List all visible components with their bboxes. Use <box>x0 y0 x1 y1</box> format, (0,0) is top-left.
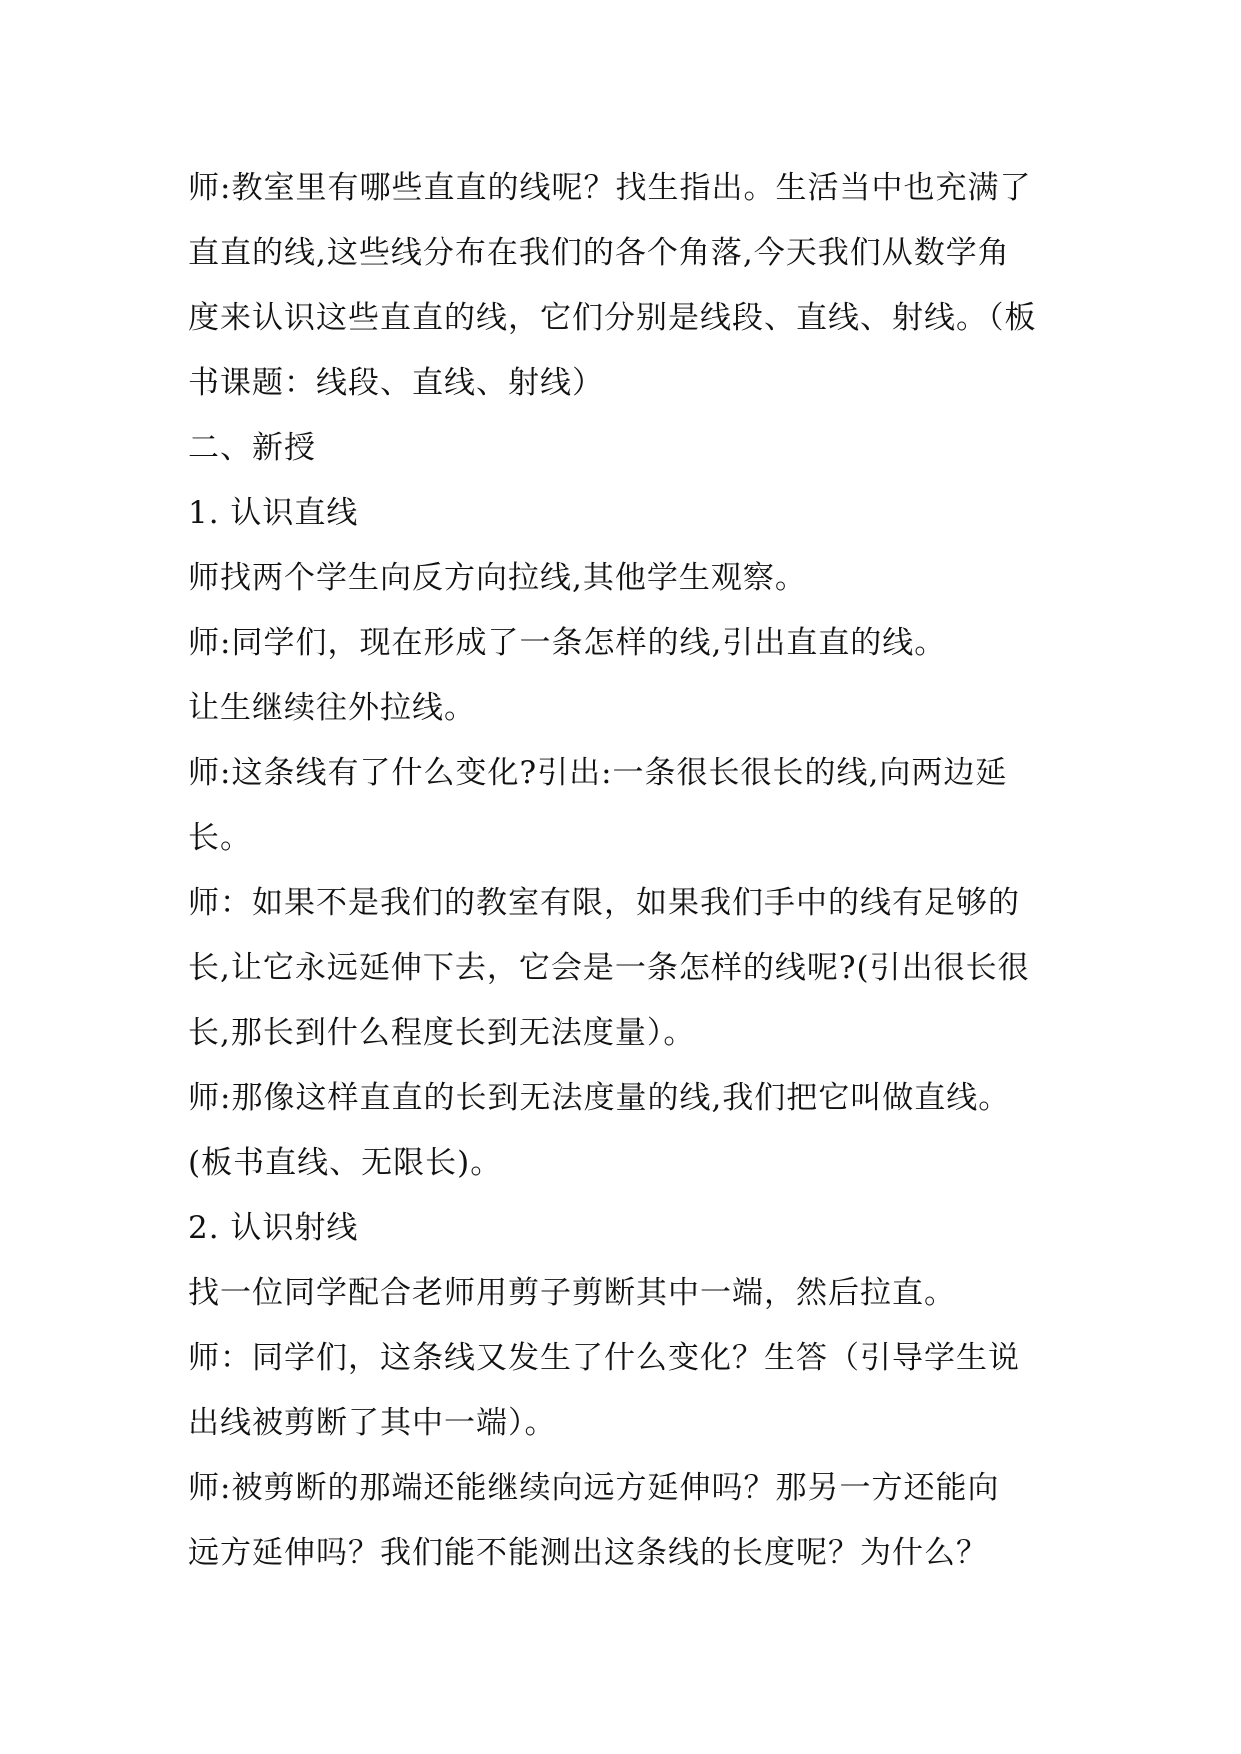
paragraph-line: 远方延伸吗？我们能不能测出这条线的长度呢？为什么？ <box>188 1535 988 1571</box>
paragraph-line: 出线被剪断了其中一端）。 <box>188 1405 557 1441</box>
paragraph-line: 长。 <box>188 820 252 856</box>
paragraph-line: 师:被剪断的那端还能继续向远方延伸吗？那另一方还能向 <box>188 1470 1000 1506</box>
paragraph-line: 书课题：线段、直线、射线） <box>188 365 604 401</box>
paragraph-line: 让生继续往外拉线。 <box>188 690 476 726</box>
paragraph-line: 师:这条线有了什么变化?引出:一条很长很长的线,向两边延 <box>188 755 1008 791</box>
paragraph-line: 找一位同学配合老师用剪子剪断其中一端，然后拉直。 <box>188 1275 956 1311</box>
paragraph-line: 师：同学们，这条线又发生了什么变化？生答（引导学生说 <box>188 1340 1020 1376</box>
paragraph-line: 长,让它永远延伸下去，它会是一条怎样的线呢?(引出很长很 <box>188 950 1030 986</box>
document-body <box>188 156 1058 1586</box>
section-heading: 二、新授 <box>188 430 316 466</box>
paragraph-line: 度来认识这些直直的线，它们分别是线段、直线、射线。（板 <box>188 300 1037 336</box>
paragraph-line: 长,那长到什么程度长到无法度量）。 <box>188 1015 696 1051</box>
paragraph-line: (板书直线、无限长)。 <box>188 1145 503 1181</box>
subsection-heading: 2. 认识射线 <box>188 1210 359 1246</box>
paragraph-line: 师:同学们，现在形成了一条怎样的线,引出直直的线。 <box>188 625 947 661</box>
subsection-heading: 1. 认识直线 <box>188 495 359 531</box>
paragraph-line: 直直的线,这些线分布在我们的各个角落,今天我们从数学角 <box>188 235 1010 271</box>
paragraph-line: 师找两个学生向反方向拉线,其他学生观察。 <box>188 560 807 596</box>
paragraph-line: 师:那像这样直直的长到无法度量的线,我们把它叫做直线。 <box>188 1080 1011 1116</box>
paragraph-line: 师：如果不是我们的教室有限，如果我们手中的线有足够的 <box>188 885 1020 921</box>
paragraph-line: 师:教室里有哪些直直的线呢？找生指出。生活当中也充满了 <box>188 170 1032 206</box>
